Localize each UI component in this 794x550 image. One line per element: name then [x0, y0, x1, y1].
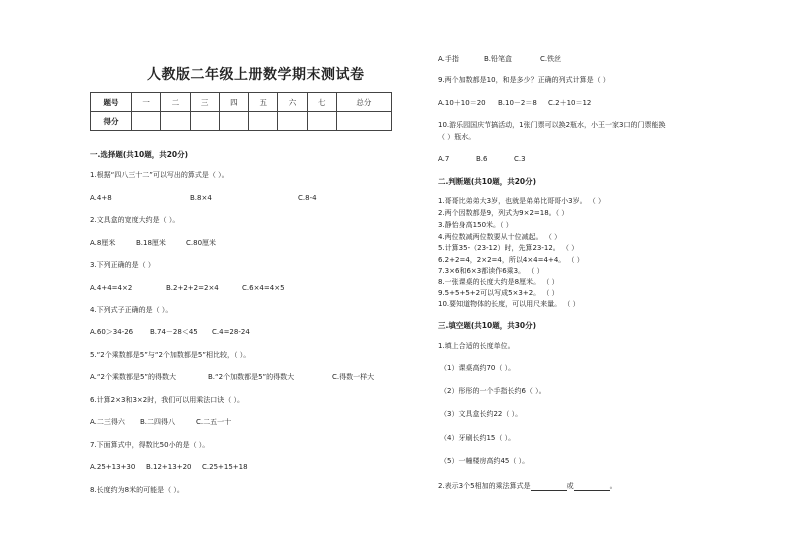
score-header-cell: 五 [249, 93, 278, 112]
judge-item: 8.一张课桌的长度大约是8厘米。 （ ） [438, 278, 559, 286]
fill-question-2 [438, 482, 617, 491]
option-c[interactable]: C.4=28-24 [212, 328, 250, 336]
fill-item: （1）课桌高约70（ ）。 [440, 364, 516, 372]
option-c[interactable]: C.铁丝 [540, 55, 562, 63]
option-b[interactable]: B.二四得八 [140, 418, 176, 426]
option-a[interactable]: A.“2个乘数都是5”的得数大 [90, 373, 177, 381]
question-text: 8.长度约为8米的可能是（ ）。 [90, 486, 184, 494]
option-row [438, 55, 561, 64]
question-text: 7.下面算式中，得数比50小的是（ ）。 [90, 441, 210, 449]
option-row [90, 284, 285, 293]
score-header-cell: 一 [132, 93, 161, 112]
option-a[interactable]: A.8厘米 [90, 239, 116, 247]
option-row [90, 239, 216, 248]
option-a[interactable]: A.二三得六 [90, 418, 125, 426]
section-heading-judge: 二.判断题(共10题，共20分) [438, 177, 537, 186]
fill-2-end: 。 [609, 482, 617, 490]
answer-blank[interactable] [574, 483, 610, 491]
option-row [90, 463, 248, 472]
option-a[interactable]: A.4+4=4×2 [90, 284, 133, 292]
question-text: 10.游乐园国庆节搞活动，1张门票可以换2瓶水，小王一家3口的门票能换 [438, 121, 666, 129]
score-row-label: 得分 [91, 112, 132, 131]
score-table [90, 92, 392, 131]
judge-item: 10.要知道物体的长度，可以用尺来量。 （ ） [438, 300, 580, 308]
score-header-cell: 七 [307, 93, 336, 112]
judge-item: 2.两个因数都是9，列式为9×2=18。（ ） [438, 209, 569, 217]
question-text: 4.下列式子正确的是（ ）。 [90, 306, 173, 314]
judge-item: 7.3×6和6×3都读作6乘3。 （ ） [438, 267, 544, 275]
option-c[interactable]: C.二五一十 [196, 418, 232, 426]
fill-2-or: 或 [566, 482, 574, 490]
score-cell[interactable] [161, 112, 190, 131]
fill-item: （4）牙刷长约15（ ）。 [440, 434, 516, 442]
answer-blank[interactable] [531, 483, 567, 491]
option-row [90, 328, 250, 337]
option-a[interactable]: A.25+13+30 [90, 463, 136, 471]
score-cell[interactable] [132, 112, 161, 131]
score-cell[interactable] [190, 112, 219, 131]
score-header-cell: 总分 [336, 93, 391, 112]
fill-2-text: 2.表示3个5相加的乘法算式是 [438, 482, 531, 490]
option-a[interactable]: A.4+8 [90, 194, 112, 202]
question-text: 3.下列正确的是（ ） [90, 261, 155, 269]
option-a[interactable]: A.60＞34-26 [90, 328, 134, 336]
option-b[interactable]: B.18厘米 [136, 239, 166, 247]
option-c[interactable]: C.6×4=4×5 [242, 284, 285, 292]
fill-item: （5）一幢楼房高约45（ ）。 [440, 457, 530, 465]
score-cell[interactable] [336, 112, 391, 131]
judge-item: 5.计算35-（23-12）时，先算23-12。 （ ） [438, 244, 579, 252]
option-c[interactable]: C.3 [514, 155, 526, 163]
score-header-cell: 二 [161, 93, 190, 112]
question-text: 1.根据“四八三十二”可以写出的算式是（ ）。 [90, 171, 229, 179]
section-heading-choice: 一.选择题(共10题，共20分) [90, 150, 189, 159]
option-b[interactable]: B.铅笔盒 [484, 55, 513, 63]
option-b[interactable]: B.6 [476, 155, 488, 163]
section-heading-fill: 三.填空题(共10题，共30分) [438, 321, 537, 330]
option-b[interactable]: B.“2个加数都是5”的得数大 [208, 373, 295, 381]
score-table-score-row [91, 112, 392, 131]
question-text: 9.两个加数都是10，和是多少？正确的列式计算是（ ） [438, 76, 610, 84]
option-row [90, 194, 317, 203]
score-header-cell: 六 [278, 93, 307, 112]
judge-item: 4.两位数减两位数要从十位减起。 （ ） [438, 233, 562, 241]
fill-item: （2）彤彤的一个手指长约6（ ）。 [440, 387, 546, 395]
score-cell[interactable] [278, 112, 307, 131]
score-header-cell: 题号 [91, 93, 132, 112]
judge-item: 1.哥哥比弟弟大3岁，也就是弟弟比哥哥小3岁。 （ ） [438, 197, 606, 205]
option-b[interactable]: B.2+2+2=2×4 [166, 284, 219, 292]
option-b[interactable]: B.12+13+20 [146, 463, 192, 471]
option-row [90, 418, 231, 427]
question-text-cont: （ ）瓶水。 [438, 133, 476, 141]
judge-item: 9.5+5+5+2可以写成5×3+2。 （ ） [438, 289, 559, 297]
option-c[interactable]: C.得数一样大 [332, 373, 375, 381]
score-cell[interactable] [307, 112, 336, 131]
question-text: 5.“2个乘数都是5”与“2个加数都是5”相比较，（ ）。 [90, 351, 251, 359]
option-a[interactable]: A.7 [438, 155, 450, 163]
score-cell[interactable] [249, 112, 278, 131]
page-title: 人教版二年级上册数学期末测试卷 [147, 67, 365, 83]
judge-item: 3.静怡身高150米。（ ） [438, 221, 513, 229]
option-a[interactable]: A.10＋10＝20 [438, 99, 486, 107]
question-text: 1.填上合适的长度单位。 [438, 342, 515, 350]
option-c[interactable]: C.2＋10＝12 [548, 99, 592, 107]
question-text: 6.计算2×3和3×2时，我们可以用乘法口诀（ ）。 [90, 396, 244, 404]
option-b[interactable]: B.74－28＜45 [150, 328, 198, 336]
option-row [438, 155, 526, 164]
option-row [90, 373, 374, 382]
option-c[interactable]: C.25+15+18 [202, 463, 248, 471]
option-c[interactable]: C.8-4 [298, 194, 317, 202]
option-b[interactable]: B.10－2＝8 [498, 99, 537, 107]
fill-item: （3）文具盒长约22（ ）。 [440, 410, 523, 418]
score-header-cell: 四 [219, 93, 248, 112]
judge-item: 6.2+2=4，2×2=4，所以4×4=4+4。 （ ） [438, 256, 584, 264]
question-text: 2.文具盒的宽度大约是（ ）。 [90, 216, 180, 224]
score-table-header-row [91, 93, 392, 112]
option-row [438, 99, 591, 108]
option-a[interactable]: A.手指 [438, 55, 459, 63]
option-c[interactable]: C.80厘米 [186, 239, 217, 247]
score-header-cell: 三 [190, 93, 219, 112]
score-cell[interactable] [219, 112, 248, 131]
option-b[interactable]: B.8×4 [190, 194, 212, 202]
